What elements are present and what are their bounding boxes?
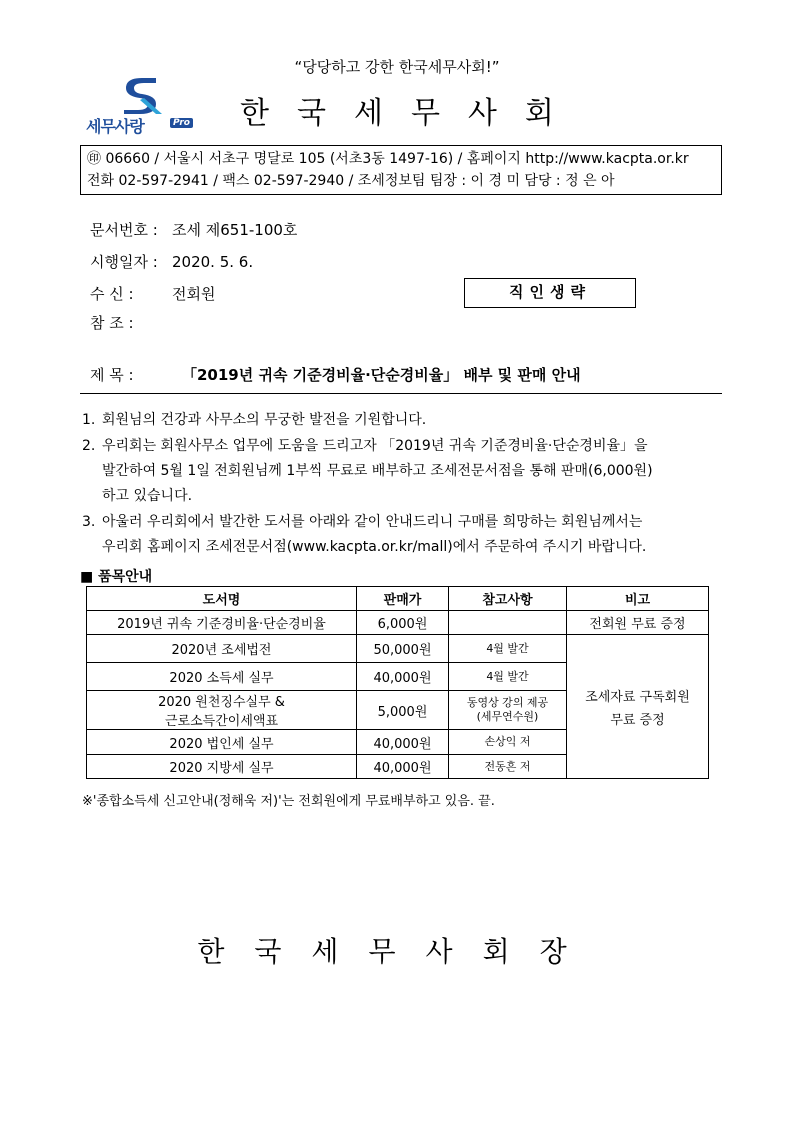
book-name-line-1: 2020 원천징수실무 & xyxy=(158,695,285,710)
price: 40,000원 xyxy=(357,755,449,779)
paragraph-1-text: 회원님의 건강과 사무소의 무궁한 발전을 기원합니다. xyxy=(102,412,427,428)
table-header-row xyxy=(87,587,709,611)
date-label: 시행일자 : xyxy=(90,253,158,271)
remark-group xyxy=(567,635,709,779)
paragraph-3-line-2: 우리회 홈페이지 조세전문서점(www.kacpta.or.kr/mall)에서 주문하여 주시기 바랍니다. xyxy=(102,539,647,555)
note xyxy=(449,611,567,635)
stamp-omitted-box: 직인생략 xyxy=(464,278,636,308)
footnote: ※'종합소득세 신고안내(정해욱 저)'는 전회원에게 무료배부하고 있음. 끝. xyxy=(82,794,495,809)
address-line: ㊞ 06660 / 서울시 서초구 명달로 105 (서초3동 1497-16) / 홈페이지 http://www.kacpta.or.kr xyxy=(87,151,689,167)
closing-signature: 한국세무사회장 xyxy=(197,935,597,968)
date: 2020. 5. 6. xyxy=(172,253,254,271)
paragraph-1-number: 1. xyxy=(82,412,96,428)
header-price: 판매가 xyxy=(357,587,449,611)
reference-row xyxy=(90,312,172,333)
remark-group-line-1: 조세자료 구독회원 xyxy=(585,689,690,705)
date-row xyxy=(90,251,253,272)
paragraph-2-line-2: 발간하여 5월 1일 전회원님께 1부씩 무료로 배부하고 조세전문서점을 통해 판매(6,000원) xyxy=(102,463,653,479)
doc-number: 조세 제651-100호 xyxy=(172,221,298,239)
paragraph-2-line-1: 우리회는 회원사무소 업무에 도움을 드리고자 「2019년 귀속 기준경비율·단순경비율」을 xyxy=(102,438,648,454)
slogan: “당당하고 강한 한국세무사회!” xyxy=(294,58,500,76)
price: 6,000원 xyxy=(357,611,449,635)
recipient: 전회원 xyxy=(172,285,216,303)
logo xyxy=(82,74,202,138)
price: 5,000원 xyxy=(357,691,449,730)
doc-number-row xyxy=(90,219,297,240)
book-name: 2020 지방세 실무 xyxy=(87,755,357,779)
note-line-2: (세무연수원) xyxy=(476,710,539,723)
header-remark: 비고 xyxy=(567,587,709,611)
subject-row xyxy=(90,364,581,385)
recipient-row xyxy=(90,283,215,304)
book-name: 2020 소득세 실무 xyxy=(87,663,357,691)
logo-text: 세무사랑 xyxy=(86,117,144,136)
paragraph-2-line-3: 하고 있습니다. xyxy=(102,488,193,504)
note: 4월 발간 xyxy=(449,635,567,663)
recipient-label: 수 신 : xyxy=(90,285,134,303)
book-name-line-2: 근로소득간이세액표 xyxy=(164,714,279,729)
note: 손상익 저 xyxy=(449,730,567,755)
book-name: 2020 법인세 실무 xyxy=(87,730,357,755)
table-row xyxy=(87,611,709,635)
note-line-1: 동영상 강의 제공 xyxy=(466,696,549,709)
book-name xyxy=(87,691,357,730)
logo-badge: Pro xyxy=(170,118,193,128)
remark-group-line-2: 무료 증정 xyxy=(610,712,665,728)
doc-number-label: 문서번호 : xyxy=(90,221,158,239)
note: 전동흔 저 xyxy=(449,755,567,779)
paragraph-1 xyxy=(82,408,722,433)
org-title: 한국세무사회 xyxy=(240,96,582,131)
divider xyxy=(80,393,722,394)
subject-label: 제 목 : xyxy=(90,366,134,384)
note xyxy=(449,691,567,730)
table-row xyxy=(87,635,709,663)
paragraph-3-number: 3. xyxy=(82,514,96,530)
price: 50,000원 xyxy=(357,635,449,663)
logo-s-icon xyxy=(82,74,202,118)
price: 40,000원 xyxy=(357,730,449,755)
items-table xyxy=(86,586,709,779)
paragraph-3-line-1: 아울러 우리회에서 발간한 도서를 아래와 같이 안내드리니 구매를 희망하는 회원님께서는 xyxy=(102,514,643,530)
subject-text: 「2019년 귀속 기준경비율·단순경비율」 배부 및 판매 안내 xyxy=(182,366,581,384)
book-name: 2019년 귀속 기준경비율·단순경비율 xyxy=(87,611,357,635)
contact-line: 전화 02-597-2941 / 팩스 02-597-2940 / 조세정보팀 팀장 : 이 경 미 담당 : 정 은 아 xyxy=(87,173,615,189)
price: 40,000원 xyxy=(357,663,449,691)
remark: 전회원 무료 증정 xyxy=(567,611,709,635)
header-book-name: 도서명 xyxy=(87,587,357,611)
note: 4월 발간 xyxy=(449,663,567,691)
paragraph-2 xyxy=(82,434,722,509)
section-title: ■ 품목안내 xyxy=(80,569,153,585)
address-box xyxy=(80,145,722,195)
reference-label: 참 조 : xyxy=(90,314,134,332)
paragraph-2-number: 2. xyxy=(82,438,96,454)
book-name: 2020년 조세법전 xyxy=(87,635,357,663)
paragraph-3 xyxy=(82,510,722,560)
header-note: 참고사항 xyxy=(449,587,567,611)
